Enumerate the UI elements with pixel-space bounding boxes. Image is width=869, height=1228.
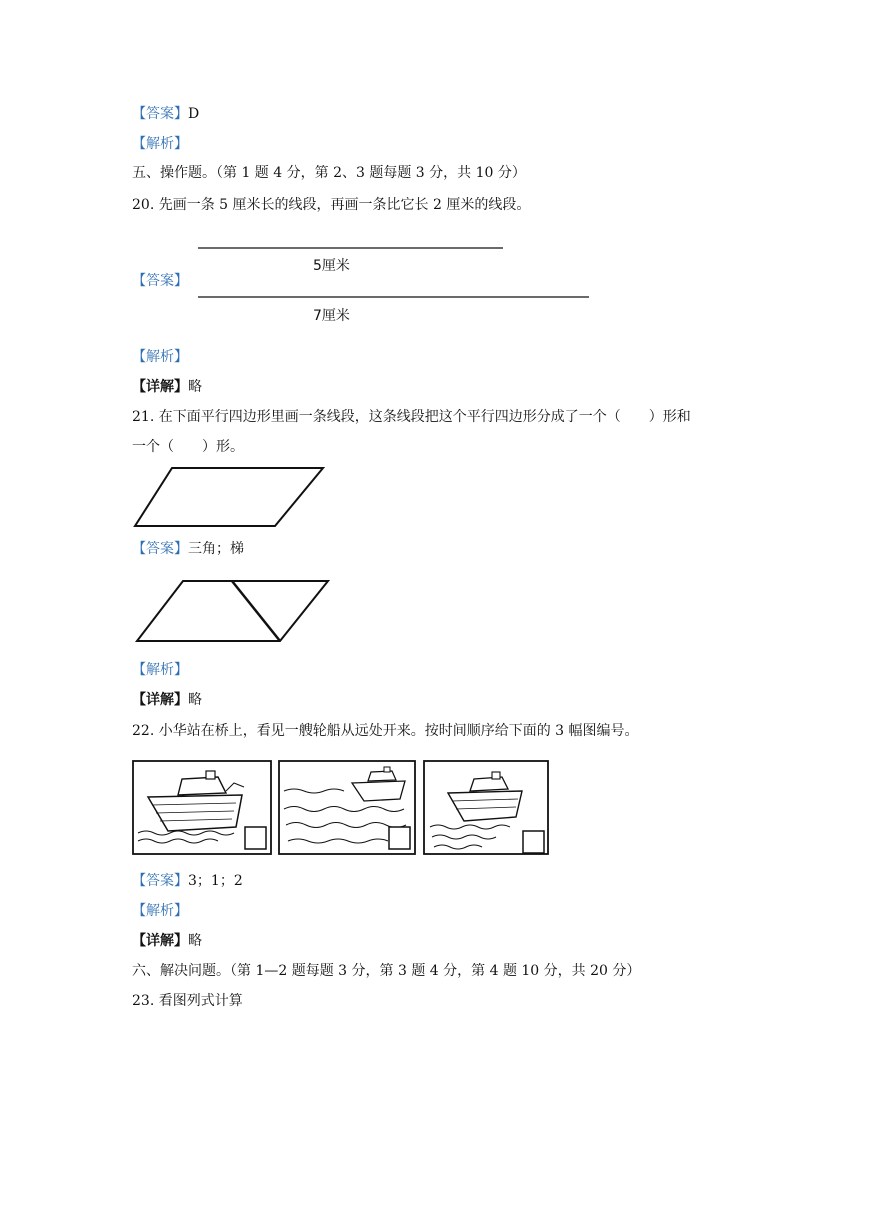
detail-text: 略 [188, 933, 202, 949]
number-box-1 [245, 827, 266, 849]
answer-tag: 【答案】 [132, 273, 188, 289]
section-5-heading: 五、操作题。（第 1 题 4 分，第 2、3 题每题 3 分，共 10 分） [132, 165, 526, 181]
line-segments-figure [195, 240, 595, 330]
answer-21 [132, 539, 244, 559]
question-21-line-1: 21. 在下面平行四边形里画一条线段，这条线段把这个平行四边形分成了一个（ ）形和 [132, 409, 691, 425]
answer-22 [132, 871, 243, 891]
analysis-label: 【解析】 [132, 136, 188, 152]
detail-tag: 【详解】 [132, 933, 188, 949]
segment-7cm-label: 7厘米 [313, 308, 350, 324]
boat-picture-2 [279, 761, 415, 854]
analysis-label: 【解析】 [132, 903, 188, 919]
detail-21 [132, 690, 202, 710]
boat-cabin [470, 777, 508, 791]
question-20: 20. 先画一条 5 厘米长的线段，再画一条比它长 2 厘米的线段。 [132, 197, 531, 213]
answer-tag: 【答案】 [132, 873, 188, 889]
answer-text: 三角；梯 [188, 541, 244, 557]
dividing-segment [232, 581, 280, 641]
question-23: 23. 看图列式计算 [132, 993, 243, 1009]
answer-tag: 【答案】 [132, 106, 188, 122]
detail-text: 略 [188, 692, 202, 708]
analysis-label: 【解析】 [132, 349, 188, 365]
answer-text: 3；1；2 [188, 873, 243, 889]
question-21-line-2: 一个（ ）形。 [132, 439, 244, 455]
boat-pictures [130, 757, 555, 862]
section-6-heading: 六、解决问题。（第 1—2 题每题 3 分，第 3 题 4 分，第 4 题 10 分，共 20 分） [132, 963, 641, 979]
boat-picture-3 [424, 761, 548, 854]
parallelogram [135, 468, 323, 526]
detail-tag: 【详解】 [132, 692, 188, 708]
number-box-2 [389, 827, 410, 849]
question-22: 22. 小华站在桥上，看见一艘轮船从远处开来。按时间顺序给下面的 3 幅图编号。 [132, 723, 639, 739]
number-box-3 [523, 831, 544, 853]
detail-tag: 【详解】 [132, 379, 188, 395]
parallelogram [137, 581, 328, 641]
answer-19 [132, 104, 199, 124]
segment-5cm-label: 5厘米 [313, 258, 350, 274]
answer-text: D [188, 106, 200, 122]
divided-parallelogram-figure [132, 576, 332, 646]
boat-cabin [178, 777, 226, 795]
detail-22 [132, 931, 202, 951]
detail-20 [132, 377, 202, 397]
analysis-label: 【解析】 [132, 662, 188, 678]
parallelogram-figure [130, 463, 330, 533]
boat-picture-1 [133, 761, 271, 854]
detail-text: 略 [188, 379, 202, 395]
boat-cabin [368, 771, 396, 781]
boat-funnel [206, 771, 215, 779]
answer-tag: 【答案】 [132, 541, 188, 557]
